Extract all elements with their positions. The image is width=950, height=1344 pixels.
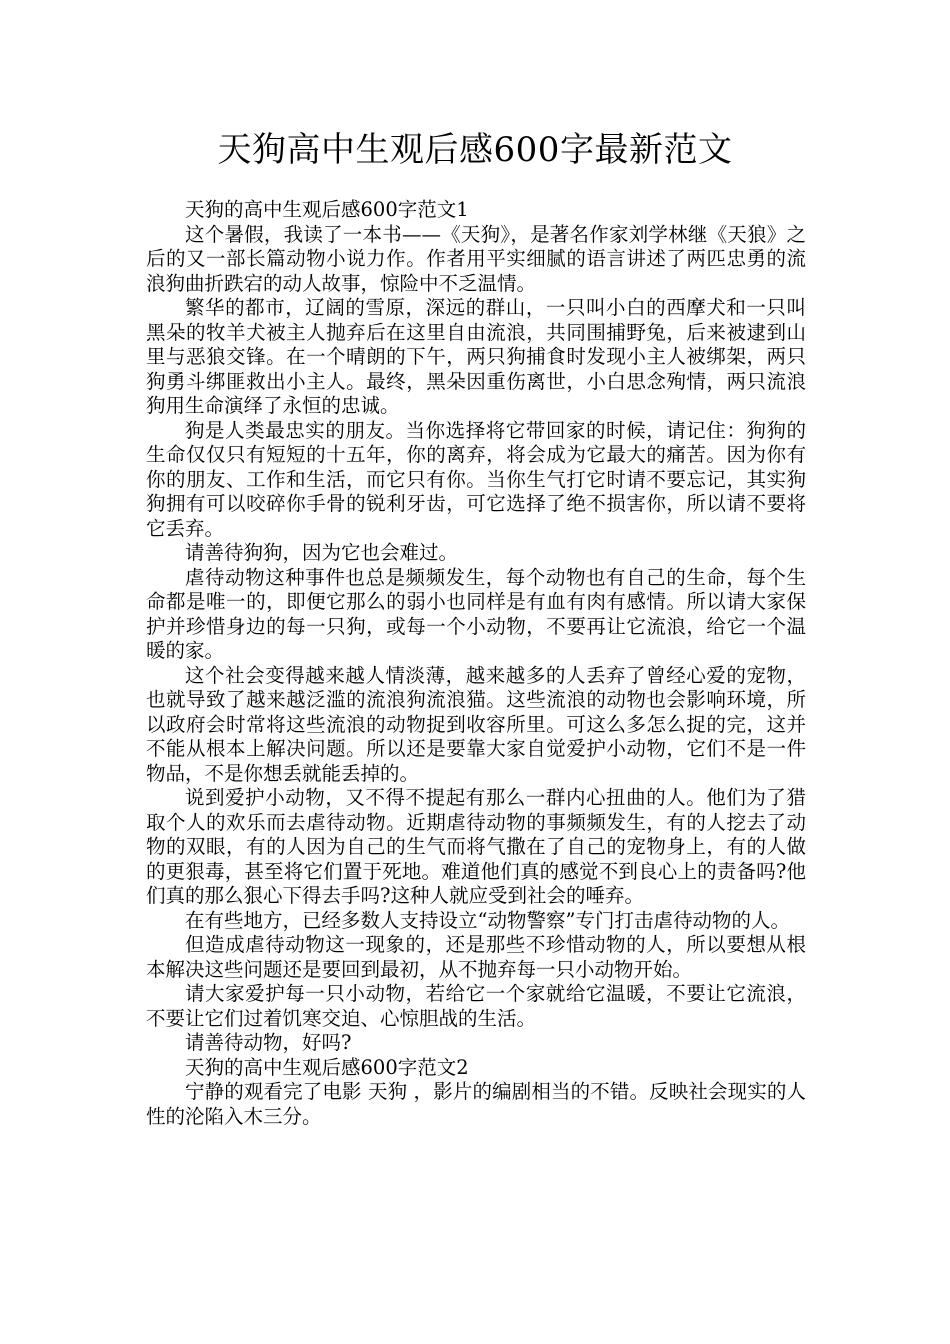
paragraph: 说到爱护小动物，又不得不提起有那么一群内心扭曲的人。他们为了猎取个人的欢乐而去虐待动物。近期虐待动物的事频频发生，有的人挖去了动物的双眼，有的人因为自己的生气而将气撒在了自己的宠物身上，有的人做的更狠毒，甚至将它们置于死地。难道他们真的感觉不到良心上的责备吗?他们真的那么狠心下得去手吗?这种人就应受到社会的唾弃。 <box>146 786 806 907</box>
paragraph: 这个暑假，我读了一本书——《天狗》，是著名作家刘学林继《天狼》之后的又一部长篇动物小说力作。作者用平实细腻的语言讲述了两匹忠勇的流浪狗曲折跌宕的动人故事，惊险中不乏温情。 <box>146 222 806 295</box>
document-title: 天狗高中生观后感600字最新范文 <box>217 130 733 170</box>
paragraph: 这个社会变得越来越人情淡薄，越来越多的人丢弃了曾经心爱的宠物，也就导致了越来越泛滥的流浪狗流浪猫。这些流浪的动物也会影响环境，所以政府会时常将这些流浪的动物捉到收容所里。可这么多怎么捉的完，这并不能从根本上解决问题。所以还是要靠大家自觉爱护小动物，它们不是一件物品，不是你想丢就能丢掉的。 <box>146 663 806 785</box>
paragraph: 狗是人类最忠实的朋友。当你选择将它带回家的时候，请记住：狗狗的生命仅仅只有短短的十五年，你的离弃，将会成为它最大的痛苦。因为你有你的朋友、工作和生活，而它只有你。当你生气打它时请不要忘记，其实狗狗拥有可以咬碎你手骨的锐利牙齿，可它选择了绝不损害你，所以请不要将它丢弃。 <box>146 418 806 540</box>
paragraph: 繁华的都市，辽阔的雪原，深远的群山，一只叫小白的西摩犬和一只叫黑朵的牧羊犬被主人抛弃后在这里自由流浪，共同围捕野兔，后来被逮到山里与恶狼交锋。在一个晴朗的下午，两只狗捕食时发现小主人被绑架，两只狗勇斗绑匪救出小主人。最终，黑朵因重伤离世，小白思念殉情，两只流浪狗用生命演绎了永恒的忠诚。 <box>146 296 806 417</box>
document-body <box>146 198 806 1129</box>
paragraph: 请善待动物，好吗? <box>185 1031 352 1054</box>
paragraph: 请善待狗狗，因为它也会难过。 <box>185 541 459 564</box>
paragraph: 请大家爱护每一只小动物，若给它一个家就给它温暖，不要让它流浪，不要让它们过着饥寒交迫、心惊胆战的生活。 <box>146 982 806 1030</box>
paragraph: 宁静的观看完了电影 天狗 ，影片的编剧相当的不错。反映社会现实的人性的沦陷入木三分。 <box>146 1080 806 1128</box>
section-heading: 天狗的高中生观后感600字范文1 <box>185 198 469 221</box>
paragraph: 虐待动物这种事件也总是频频发生，每个动物也有自己的生命，每个生命都是唯一的，即便它那么的弱小也同样是有血有肉有感情。所以请大家保护并珍惜身边的每一只狗，或每一个小动物，不要再让它流浪，给它一个温暖的家。 <box>146 565 806 662</box>
section-heading: 天狗的高中生观后感600字范文2 <box>185 1055 469 1079</box>
paragraph: 在有些地方，已经多数人支持设立“动物警察”专门打击虐待动物的人。 <box>185 908 790 932</box>
paragraph: 但造成虐待动物这一现象的，还是那些不珍惜动物的人，所以要想从根本解决这些问题还是要回到最初，从不抛弃每一只小动物开始。 <box>146 933 806 981</box>
